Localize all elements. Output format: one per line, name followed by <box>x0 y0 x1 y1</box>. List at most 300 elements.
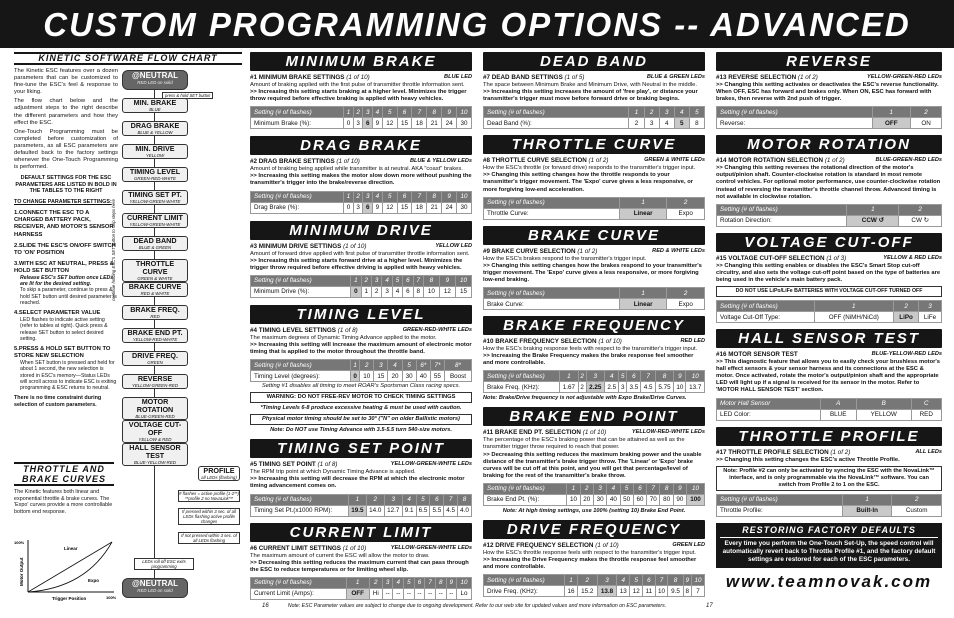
table-cell: 8 <box>683 586 691 597</box>
table-cell: -- <box>425 588 436 599</box>
table-cell: 12 <box>382 202 397 213</box>
throttle-curve-bold: >> Changing this setting changes how the throttle responds to your transmitter's trigger movement. The 'Expo' curve gives a less responsive, or more forgiving low-end acceleration. <box>483 172 694 193</box>
table-cell: 6 <box>403 275 413 286</box>
restore-text: Every time you perform the One-Touch Set-Up, the speed control will automatically revert back to Throttle Profile #1, and the factory default settings are restored for each of the ESC parameters. <box>722 539 936 563</box>
table-header-row <box>251 107 472 118</box>
table-cell: 1 <box>361 286 371 297</box>
table-cell: 9 <box>446 577 457 588</box>
min-brake-sub: #1 MINIMUM BRAKE SETTINGS (1 of 10) BLUE LED <box>250 74 472 81</box>
table-cell: 12 <box>382 118 397 129</box>
brake-end-note: Note: At high timing settings, use 100% (setting 10) Brake End Point. <box>502 507 686 514</box>
flow-box-label: MIN. BRAKE <box>133 98 177 107</box>
table-cell: 6 <box>403 286 413 297</box>
table-header-label: Setting (# of flashes) <box>717 204 847 215</box>
table-cell: 3 <box>384 494 402 505</box>
brake-freq-sub: #10 BRAKE FREQUENCY SELECTION (1 of 10) RED LED <box>483 338 705 346</box>
table-cell: 4 <box>617 575 630 586</box>
table-cell: 7 <box>444 494 458 505</box>
drag-brake-header: DRAG BRAKE <box>250 136 472 155</box>
table-cell: 5 <box>674 118 689 129</box>
page-number-left: 16 <box>262 603 269 609</box>
table-header-label: Setting (# of flashes) <box>251 107 344 118</box>
table-cell: 5 <box>630 575 643 586</box>
table-cell: 3 <box>353 118 363 129</box>
table-header-row <box>484 371 705 382</box>
rotation-table <box>716 204 942 227</box>
table-cell: 7* <box>430 360 444 371</box>
table-cell: 6 <box>430 494 444 505</box>
table-cell: 18 <box>412 202 427 213</box>
table-header-row <box>251 360 472 371</box>
flow-box-label: THROTTLE CURVE <box>135 259 175 276</box>
timing-level-note-2: *Timing Levels 6-8 produce excessive heating & must be used with caution. <box>260 405 462 412</box>
table-cell: 10 <box>692 575 705 586</box>
flow-box-label: DRIVE FREQ. <box>132 351 178 360</box>
flow-intro-1: The Kinetic ESC features over a dozen parameters that can be customized to fine-tune the ESC's feel & response to your liking. <box>14 68 118 96</box>
table-row-label: Current Limit (Amps): <box>251 588 347 599</box>
table-cell: LiPo <box>894 312 919 323</box>
table-cell: 1 <box>348 494 366 505</box>
flow-change-title: TO CHANGE PARAMETER SETTINGS: <box>14 199 112 206</box>
table-cell: 2.5 <box>605 382 619 393</box>
table-cell: Linear <box>619 208 666 219</box>
table-row <box>251 118 472 129</box>
table-header-row <box>717 204 942 215</box>
throttle-curve-text: How the ESC's throttle (or forward drive) responds to the transmitter's trigger input. <box>483 165 696 172</box>
table-cell: 2 <box>577 575 597 586</box>
neutral-top-box: @NEUTRAL RED LED on solid <box>122 70 188 90</box>
timing-level-bold: >> Increasing this setting will increase the maximum amount of electronic motor timing that is applied to the motor throughout the throttle band. <box>250 341 472 356</box>
table-cell: 6 <box>397 107 412 118</box>
timing-set-header: TIMING SET POINT <box>250 439 472 458</box>
flow-box-label: BRAKE FREQ. <box>130 305 180 314</box>
profile-sub: #17 THROTTLE PROFILE SELECTION (1 of 2) ALL LEDs <box>716 448 942 456</box>
table-cell: 7 <box>413 275 423 286</box>
table-header-row <box>251 577 472 588</box>
table-cell: 7 <box>692 586 705 597</box>
table-cell: 6 <box>633 483 646 494</box>
brake-end-header: BRAKE END POINT <box>483 407 705 426</box>
flow-box-led: RED <box>150 314 160 319</box>
flow-box <box>122 374 188 389</box>
table-cell: 3 <box>363 191 373 202</box>
table-cell: 0 <box>344 202 354 213</box>
table-cell: 10 <box>674 382 686 393</box>
table-cell: YELLOW <box>856 409 911 420</box>
table-cell: 2.25 <box>586 382 605 393</box>
table-cell: 5 <box>402 360 416 371</box>
drag-brake-table <box>250 191 472 214</box>
table-cell: 2 <box>353 107 363 118</box>
table-cell: 2 <box>360 360 374 371</box>
table-header-label: Setting (# of flashes) <box>251 577 347 588</box>
table-cell: 3 <box>644 118 659 129</box>
throttle-curve-header: THROTTLE CURVE <box>483 135 705 154</box>
table-cell: 3.5 <box>627 382 641 393</box>
reverse-table <box>716 106 942 129</box>
table-cell: 10 <box>455 275 471 286</box>
table-cell: 2 <box>911 107 942 118</box>
dead-band-header: DEAD BAND <box>483 52 705 71</box>
table-cell: 2 <box>894 301 919 312</box>
table-cell: 20 <box>388 371 402 382</box>
min-drive-text: Amount of forward drive applied with first pulse of transmitter throttle information sent. <box>250 250 470 257</box>
flow-intro-2: The flow chart below and the adjustment steps to the right describe the different parameters and how they effect the ESC. <box>14 98 118 126</box>
brake-end-text: The percentage of the ESC's braking power that can be attained as well as the transmitter trigger throw required to reach that power. <box>483 437 685 451</box>
table-cell: 4 <box>402 494 416 505</box>
table-header-label: Setting (# of flashes) <box>484 197 620 208</box>
table-row-label: Rotation Direction: <box>717 215 847 226</box>
voltage-warning: DO NOT USE LiPo/LiFe BATTERIES WITH VOLTAGE CUT-OFF TURNED OFF <box>716 286 942 297</box>
table-row <box>484 586 705 597</box>
flow-box <box>122 443 188 466</box>
voltage-table <box>716 300 942 323</box>
table-cell: Boost <box>444 371 471 382</box>
table-cell: 3 <box>363 107 373 118</box>
table-cell: 14.0 <box>366 505 384 516</box>
flow-box-label: TIMING LEVEL <box>129 167 181 176</box>
table-cell: -- <box>404 588 415 599</box>
table-cell: 1 <box>565 575 578 586</box>
brake-end-sub: #11 BRAKE END PT. SELECTION (1 of 10) YELLOW-RED-WHITE LEDs <box>483 429 705 437</box>
table-header-row <box>717 301 942 312</box>
brake-freq-bold: >> Increasing the Brake Frequency makes the brake response feel smoother and more controllable. <box>483 353 694 367</box>
min-brake-header: MINIMUM BRAKE <box>250 52 472 71</box>
flow-box-led: YELLOW-GREEN-WHITE <box>129 199 181 204</box>
table-cell: 3 <box>371 275 381 286</box>
table-cell: 15 <box>455 286 471 297</box>
table-header-row <box>717 398 942 409</box>
flow-box-led: GREEN <box>147 360 163 365</box>
table-cell: Lo <box>457 588 472 599</box>
table-row-label: Voltage Cut-Off Type: <box>717 312 815 323</box>
table-cell: 80 <box>660 494 673 505</box>
table-row-label: LED Color: <box>717 409 821 420</box>
table-header-label: Setting (# of flashes) <box>484 371 560 382</box>
table-cell: 3 <box>353 202 363 213</box>
table-cell: -- <box>382 588 393 599</box>
table-cell: -- <box>393 588 404 599</box>
table-cell: 13 <box>617 586 630 597</box>
flow-step-4: 4.SELECT PARAMETER VALUE <box>14 310 101 317</box>
table-cell: 12.7 <box>384 505 402 516</box>
reverse-header: REVERSE <box>716 52 942 71</box>
flash-note-3: If not pressed within 3 sec. of all LEDs flashing <box>178 532 240 544</box>
min-brake-bold: >> Increasing this setting starts braking at a higher level. Minimizes the trigger throw required before effective braking is applied with heavy vehicles. <box>250 89 467 103</box>
brake-curve-header: BRAKE CURVE <box>483 226 705 245</box>
table-cell: 8 <box>458 494 472 505</box>
table-row-label: Brake End Pt. (%): <box>484 494 567 505</box>
table-row <box>251 371 472 382</box>
brake-freq-text: How the ESC's braking response feels with respect to the transmitter's trigger input. <box>483 346 698 353</box>
flow-box <box>122 397 188 420</box>
table-header-label: Setting (# of flashes) <box>717 107 873 118</box>
reverse-bold: >> Changing this setting activates or deactivates the ESC's reverse functionality. When OFF, ESC has forward and brakes only. When ON, ESC has forward with brakes, then reverse with 2nd push of trigger. <box>716 82 939 103</box>
profile-header: THROTTLE PROFILE <box>716 427 942 446</box>
table-cell: OFF <box>872 118 911 129</box>
table-row-label: Timing Level (degrees): <box>251 371 351 382</box>
table-cell: 1 <box>847 204 899 215</box>
table-cell: 60 <box>633 494 646 505</box>
flow-box-led: GREEN-RED-WHITE <box>134 176 176 181</box>
table-header-label: Setting (# of flashes) <box>484 288 620 299</box>
table-cell: 50 <box>620 494 633 505</box>
table-cell: 6 <box>397 191 412 202</box>
table-row-label: Brake Curve: <box>484 299 620 310</box>
reverse-sub: #13 REVERSE SELECTION (1 of 2) YELLOW-GREEN-RED LEDs <box>716 74 942 81</box>
flow-step-3: 3.WITH ESC AT NEUTRAL, PRESS & HOLD SET BUTTON <box>14 260 114 274</box>
table-cell: CCW ↺ <box>847 215 899 226</box>
flow-chart-title: KINETIC SOFTWARE FLOW CHART <box>14 52 242 65</box>
throttle-curve-sub: #8 THROTTLE CURVE SELECTION (1 of 2) GREEN & WHITE LEDs <box>483 157 705 165</box>
table-cell: 8 <box>413 286 423 297</box>
leds-roll-note: LEDs roll off ESC exits programming <box>134 558 194 570</box>
table-cell: 3 <box>374 360 388 371</box>
table-cell: 9 <box>442 107 457 118</box>
flow-box <box>122 144 188 159</box>
flow-box-led: YELLOW-GREEN-WHITE <box>129 222 181 227</box>
table-cell: 1 <box>814 301 894 312</box>
table-cell: 2 <box>578 371 586 382</box>
table-cell: 4.5 <box>444 505 458 516</box>
table-row-label: Timing Set Pt.(x1000 RPM): <box>251 505 349 516</box>
table-cell: RED <box>911 409 941 420</box>
table-cell: 2 <box>580 483 593 494</box>
min-brake-text: Amount of braking applied with the first pulse of transmitter throttle information sent. <box>250 82 465 88</box>
table-cell: 1 <box>619 288 666 299</box>
flow-box <box>122 167 188 182</box>
rotation-bold: >> Changing this setting reverses the rotational direction of the motor's output/pinion shaft. Counter-clockwise rotation is standard in most remote control vehicles. For optional motor performance, use counter-clockwise rotation instead of reversing the transmitter's throttle channel throw. Advanced timing is not available in clockwise rotation. <box>716 165 941 200</box>
flow-box <box>122 121 188 136</box>
table-cell: 18 <box>412 118 427 129</box>
table-cell: 1 <box>872 107 911 118</box>
table-row <box>717 409 942 420</box>
profile-box: PROFILE all LEDs (flashing) <box>198 466 240 481</box>
table-cell: 24 <box>442 118 457 129</box>
table-cell: 2 <box>369 577 382 588</box>
flow-box <box>122 259 188 282</box>
min-drive-sub: #3 MINIMUM DRIVE SETTINGS (1 of 10) YELLOW LED <box>250 242 472 250</box>
dead-band-bold: >> Increasing this setting increases the amount of 'free play', or distance your transmitter's trigger must move before forward drive or braking begins. <box>483 89 698 103</box>
table-row <box>484 494 705 505</box>
table-cell: -- <box>446 588 457 599</box>
table-header-row <box>251 191 472 202</box>
flow-step-1: 1.CONNECT THE ESC TO A CHARGED BATTERY PACK, RECEIVER, AND MOTOR'S SENSOR HARNESS <box>14 210 114 238</box>
drive-freq-sub: #12 DRIVE FREQUENCY SELECTION (1 of 10) GREEN LED <box>483 541 705 549</box>
flow-box-label: DRAG BRAKE <box>130 121 180 130</box>
brake-curve-bold: >> Changing this setting changes how the brakes respond to your transmitter's trigger movement. The 'Expo' curve gives a less responsive, or more forgiving low-end braking. <box>483 262 702 283</box>
table-cell: 9 <box>674 371 686 382</box>
table-cell: 7 <box>647 483 660 494</box>
table-header-label: Setting (# of flashes) <box>717 301 815 312</box>
table-cell: 3 <box>619 382 627 393</box>
table-cell: 9.1 <box>402 505 416 516</box>
table-header-row <box>484 107 705 118</box>
table-cell: 21 <box>427 202 442 213</box>
table-cell: 10 <box>686 371 705 382</box>
drag-brake-text: Amount of braking being applied while transmitter is at neutral. AKA "coast" brakes. <box>250 166 463 173</box>
table-cell: 2 <box>361 275 371 286</box>
flash-note-2: If pressed within 3 sec. of all LEDs flashing active profile changes <box>178 508 240 525</box>
table-cell: 4 <box>674 107 689 118</box>
table-row-label: Minimum Brake (%): <box>251 118 344 129</box>
table-cell: 90 <box>673 494 686 505</box>
table-cell: 4.5 <box>641 382 655 393</box>
table-cell: 8 <box>423 275 439 286</box>
flow-box-label: BRAKE END PT. <box>127 328 183 337</box>
table-cell: Built-In <box>842 505 892 516</box>
table-cell: 7 <box>412 191 427 202</box>
table-cell: BLUE <box>820 409 856 420</box>
table-row <box>484 382 705 393</box>
table-header-row <box>484 197 705 208</box>
min-drive-bold: >> Increasing this setting starts forward drive at a higher level. Minimizes the trigger throw required before effective driving is applied with heavy vehicles. <box>250 257 463 271</box>
page-banner <box>0 0 954 48</box>
flow-side-note: continue holding ESC's SET button to skip steps here <box>111 199 116 301</box>
table-cell: 30 <box>593 494 606 505</box>
table-header-row <box>484 288 705 299</box>
flow-step-2: 2.SLIDE THE ESC'S ON/OFF SWITCH TO 'ON' POSITION <box>14 242 116 256</box>
table-cell: 19.5 <box>348 505 366 516</box>
table-cell: 3 <box>597 575 617 586</box>
table-cell: 1 <box>344 191 354 202</box>
table-cell: 1.67 <box>560 382 579 393</box>
voltage-header: VOLTAGE CUT-OFF <box>716 233 942 252</box>
flow-box <box>122 420 188 443</box>
table-cell: 4 <box>393 577 404 588</box>
voltage-sub: #15 VOLTAGE CUT-OFF SELECTION (1 of 3) YELLOW & RED LEDs <box>716 254 942 262</box>
table-cell: 5 <box>392 275 402 286</box>
table-cell: 6 <box>363 202 373 213</box>
table-cell: 30 <box>402 371 416 382</box>
table-row-label: Drive Freq. (KHz): <box>484 586 565 597</box>
table-cell: 3 <box>382 577 393 588</box>
flow-box <box>122 328 188 343</box>
flow-box-label: TIMING SET PT. <box>128 190 182 199</box>
flow-box-led: BLUE-YELLOW-RED <box>134 460 176 465</box>
flow-box-led: YELLOW & RED <box>138 437 172 442</box>
table-row <box>717 215 942 226</box>
timing-set-sub: #5 TIMING SET POINT (1 of 8) YELLOW-GREEN-WHITE LEDs <box>250 461 472 469</box>
table-cell: 2 <box>578 382 586 393</box>
table-cell: B <box>856 398 911 409</box>
table-cell: 40 <box>416 371 430 382</box>
table-cell: 15 <box>374 371 388 382</box>
table-cell: 16 <box>565 586 578 597</box>
table-cell: 12 <box>630 586 643 597</box>
flow-box-led: YELLOW <box>145 153 165 158</box>
table-header-label: Setting (# of flashes) <box>251 191 344 202</box>
table-cell: 2 <box>353 191 363 202</box>
neutral-bottom-box: @NEUTRAL RED LED on solid <box>122 578 188 598</box>
table-cell: 6 <box>627 371 641 382</box>
table-cell: 4 <box>388 360 402 371</box>
flow-box <box>122 305 188 320</box>
flow-box-led: YELLOW-RED-WHITE <box>132 337 178 342</box>
table-cell: 2 <box>366 494 384 505</box>
graph-expo-label: Expo <box>88 578 100 583</box>
table-cell: 8 <box>668 575 683 586</box>
brake-freq-header: BRAKE FREQUENCY <box>483 316 705 335</box>
graph-x-label: Trigger Position <box>52 596 87 601</box>
table-cell: 30 <box>457 118 472 129</box>
current-limit-table <box>250 577 472 600</box>
table-cell: 10 <box>687 483 705 494</box>
table-cell: 6.5 <box>416 505 430 516</box>
table-header-row <box>484 575 705 586</box>
table-cell: 7 <box>425 577 436 588</box>
brake-curve-text: How the ESC's brakes respond to the transmitter's trigger input. <box>483 255 647 262</box>
timing-level-text: The maximum degrees of Dynamic Timing Advance applied to the motor. <box>250 334 437 341</box>
drag-brake-sub: #2 DRAG BRAKE SETTINGS (1 of 10) BLUE & YELLOW LEDs <box>250 158 472 166</box>
table-cell: ON <box>911 118 942 129</box>
table-cell: 6 <box>363 118 373 129</box>
table-cell: 13.8 <box>597 586 617 597</box>
voltage-bold: >> Changing this setting enables or disables the ESC's Smart Stop cut-off circuitry, and also sets the voltage cut-off point based on the type of batteries are being used in the vehicle's main battery pack. <box>716 262 941 283</box>
current-limit-text: The maximum amount of current the ESC will allow the motor to draw. <box>250 552 430 559</box>
table-cell: 4 <box>607 483 620 494</box>
table-cell: 4 <box>659 118 674 129</box>
restore-box <box>716 523 942 569</box>
timing-level-warning: WARNING: DO NOT FREE-REV MOTOR TO CHECK TIMING SETTINGS <box>250 392 472 403</box>
flow-step-3-note: Release ESC's SET button once LEDs are lit for the desired setting. <box>20 275 114 288</box>
drive-freq-header: DRIVE FREQUENCY <box>483 520 705 539</box>
table-cell: 2 <box>899 204 942 215</box>
hall-table <box>716 398 942 421</box>
table-row <box>484 208 705 219</box>
drive-freq-text: How the ESC's throttle response feels with respect to the transmitter's trigger input. <box>483 549 696 556</box>
table-header-row <box>717 107 942 118</box>
website-link[interactable]: www.teamnovak.com <box>725 572 933 592</box>
table-header-row <box>251 275 472 286</box>
table-cell: 15 <box>397 202 412 213</box>
table-cell: 5.75 <box>655 382 674 393</box>
table-cell: 3 <box>586 371 605 382</box>
table-cell: 10 <box>567 494 580 505</box>
table-cell: -- <box>435 588 446 599</box>
table-header-row <box>717 494 942 505</box>
timing-level-header: TIMING LEVEL <box>250 305 472 324</box>
table-cell: OFF (NiMH/NiCd) <box>814 312 894 323</box>
flow-box-label: REVERSE <box>137 374 173 383</box>
table-cell: 8* <box>444 360 471 371</box>
table-cell: 9 <box>373 118 383 129</box>
flow-box-label: VOLTAGE CUT-OFF <box>128 420 182 437</box>
flow-box-led: BLUE-GREEN-RED <box>135 414 175 419</box>
flow-step-5-note: When SET button is pressed and held for about 1 second, the new selection is stored in ESC's memory—Status LEDs will scroll across to indicate ESC is exiting programming & ESC returns to neutral. <box>20 360 117 391</box>
table-cell: 100 <box>687 494 705 505</box>
hall-sub: #16 MOTOR SENSOR TEST BLUE-YELLOW-RED LEDs <box>716 351 942 359</box>
table-cell: 9 <box>442 191 457 202</box>
table-row <box>251 505 472 516</box>
table-cell: 0 <box>344 118 354 129</box>
drag-brake-bold: >> Increasing this setting makes the motor slow down more without pushing the transmitter's trigger into the brake/reverse direction. <box>250 173 472 187</box>
timing-level-note-3: Physical motor timing should be set to 30° ("N" on older Ballistic motors) <box>250 414 472 425</box>
restore-header: RESTORING FACTORY DEFAULTS <box>720 525 938 538</box>
hall-bold: >> This diagnostic feature that allows you to easily check your brushless motor's hall effect sensors & your sensor harness and its connections at the ESC & motor. Once activated, rotate the motor's output/pinion shaft and the appropriate LED will light up if a signal is received for its sensor in the motor. Refer to 'MOTOR HALL SENSOR TEST' section. <box>716 359 940 394</box>
table-cell: 5 <box>382 107 397 118</box>
table-cell: 24 <box>442 202 457 213</box>
table-cell: Expo <box>667 208 705 219</box>
table-cell: 9 <box>439 275 455 286</box>
table-cell: C <box>911 398 941 409</box>
flow-box <box>122 351 188 366</box>
table-cell: 1 <box>351 275 361 286</box>
press-hold-label: press & hold SET button <box>162 92 213 99</box>
table-cell: 10 <box>360 371 374 382</box>
table-cell: 9 <box>673 483 686 494</box>
timing-level-sub: #4 TIMING LEVEL SETTINGS (1 of 8) GREEN-RED-WHITE LEDs <box>250 326 472 334</box>
